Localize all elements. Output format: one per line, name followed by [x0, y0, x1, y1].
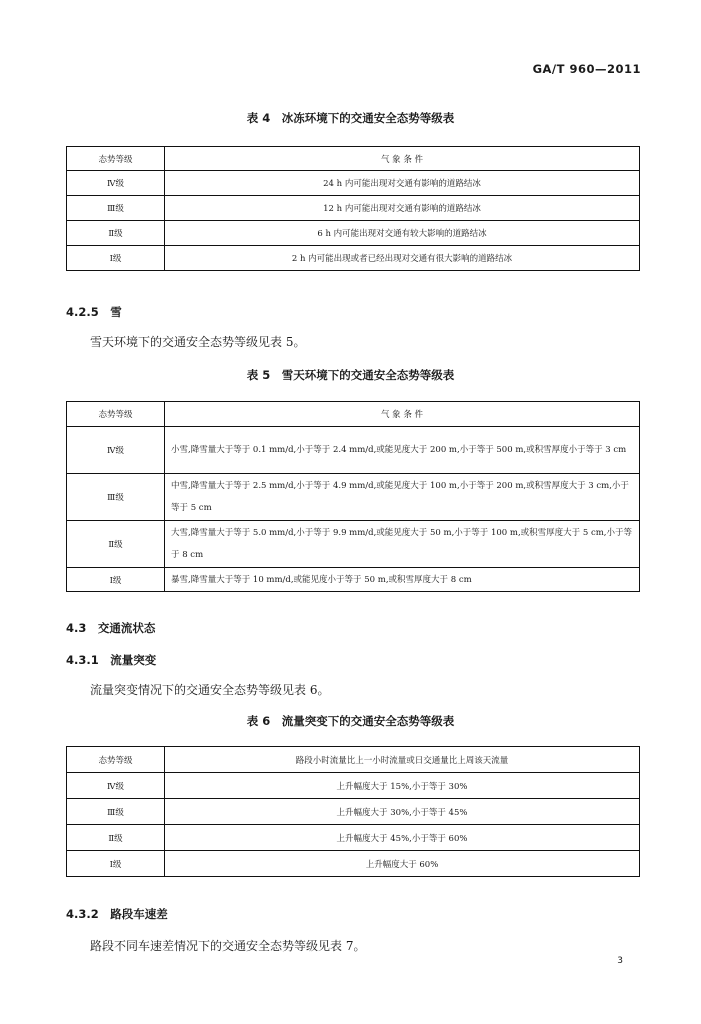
table5-col-condition: 气 象 条 件 — [165, 402, 640, 427]
table-row — [67, 568, 640, 592]
table4 — [66, 146, 640, 271]
table-row — [67, 799, 640, 825]
table5-caption: 表 5 雪天环境下的交通安全态势等级表 — [246, 368, 455, 382]
condition-cell: 中雪,降雪量大于等于 2.5 mm/d,小于等于 4.9 mm/d,或能见度大于 100 m,小于等于 200 m,或积雪厚度大于 3 cm,小于等于 5 cm — [165, 474, 640, 521]
section-4-3-heading: 4.3 交通流状态 — [66, 621, 156, 635]
level-cell: Ⅲ级 — [67, 799, 165, 825]
section-4-3-1-heading: 4.3.1 流量突变 — [66, 653, 157, 667]
table6 — [66, 746, 640, 877]
condition-cell: 暴雪,降雪量大于等于 10 mm/d,或能见度小于等于 50 m,或积雪厚度大于 8 cm — [165, 568, 640, 592]
condition-cell: 大雪,降雪量大于等于 5.0 mm/d,小于等于 9.9 mm/d,或能见度大于 50 m,小于等于 100 m,或积雪厚度大于 5 cm,小于等于 8 cm — [165, 521, 640, 568]
section-4-3-2-text: 路段不同车速差情况下的交通安全态势等级见表 7。 — [90, 939, 366, 953]
table5 — [66, 401, 640, 592]
table4-col-level: 态势等级 — [67, 147, 165, 171]
table-row — [67, 221, 640, 246]
level-cell: Ⅰ级 — [67, 246, 165, 271]
section-4-2-5-text: 雪天环境下的交通安全态势等级见表 5。 — [90, 335, 306, 349]
level-cell: Ⅳ级 — [67, 427, 165, 474]
table6-col-level: 态势等级 — [67, 747, 165, 773]
table-row — [67, 171, 640, 196]
level-cell: Ⅰ级 — [67, 851, 165, 877]
table-row — [67, 825, 640, 851]
section-4-2-5-heading: 4.2.5 雪 — [66, 305, 122, 319]
condition-cell: 上升幅度大于 15%,小于等于 30% — [165, 773, 640, 799]
condition-cell: 2 h 内可能出现或者已经出现对交通有很大影响的道路结冰 — [165, 246, 640, 271]
standard-code: GA/T 960—2011 — [532, 62, 641, 76]
level-cell: Ⅱ级 — [67, 825, 165, 851]
level-cell: Ⅱ级 — [67, 521, 165, 568]
table4-col-condition: 气 象 条 件 — [165, 147, 640, 171]
condition-cell: 上升幅度大于 30%,小于等于 45% — [165, 799, 640, 825]
condition-cell: 6 h 内可能出现对交通有较大影响的道路结冰 — [165, 221, 640, 246]
table-row — [67, 851, 640, 877]
level-cell: Ⅲ级 — [67, 474, 165, 521]
table-row — [67, 196, 640, 221]
section-4-3-2-heading: 4.3.2 路段车速差 — [66, 907, 168, 921]
level-cell: Ⅳ级 — [67, 773, 165, 799]
table-row — [67, 773, 640, 799]
condition-cell: 上升幅度大于 45%,小于等于 60% — [165, 825, 640, 851]
section-4-3-1-text: 流量突变情况下的交通安全态势等级见表 6。 — [90, 683, 330, 697]
table6-caption: 表 6 流量突变下的交通安全态势等级表 — [246, 714, 455, 728]
level-cell: Ⅲ级 — [67, 196, 165, 221]
page-number: 3 — [617, 956, 623, 966]
table6-col-condition: 路段小时流量比上一小时流量或日交通量比上周该天流量 — [165, 747, 640, 773]
table-row — [67, 474, 640, 521]
condition-cell: 上升幅度大于 60% — [165, 851, 640, 877]
level-cell: Ⅰ级 — [67, 568, 165, 592]
table-row — [67, 521, 640, 568]
condition-cell: 24 h 内可能出现对交通有影响的道路结冰 — [165, 171, 640, 196]
condition-cell: 小雪,降雪量大于等于 0.1 mm/d,小于等于 2.4 mm/d,或能见度大于 200 m,小于等于 500 m,或积雪厚度小于等于 3 cm — [165, 427, 640, 474]
table-row — [67, 246, 640, 271]
table4-caption: 表 4 冰冻环境下的交通安全态势等级表 — [246, 111, 455, 125]
table5-col-level: 态势等级 — [67, 402, 165, 427]
table-row — [67, 427, 640, 474]
condition-cell: 12 h 内可能出现对交通有影响的道路结冰 — [165, 196, 640, 221]
level-cell: Ⅱ级 — [67, 221, 165, 246]
level-cell: Ⅳ级 — [67, 171, 165, 196]
